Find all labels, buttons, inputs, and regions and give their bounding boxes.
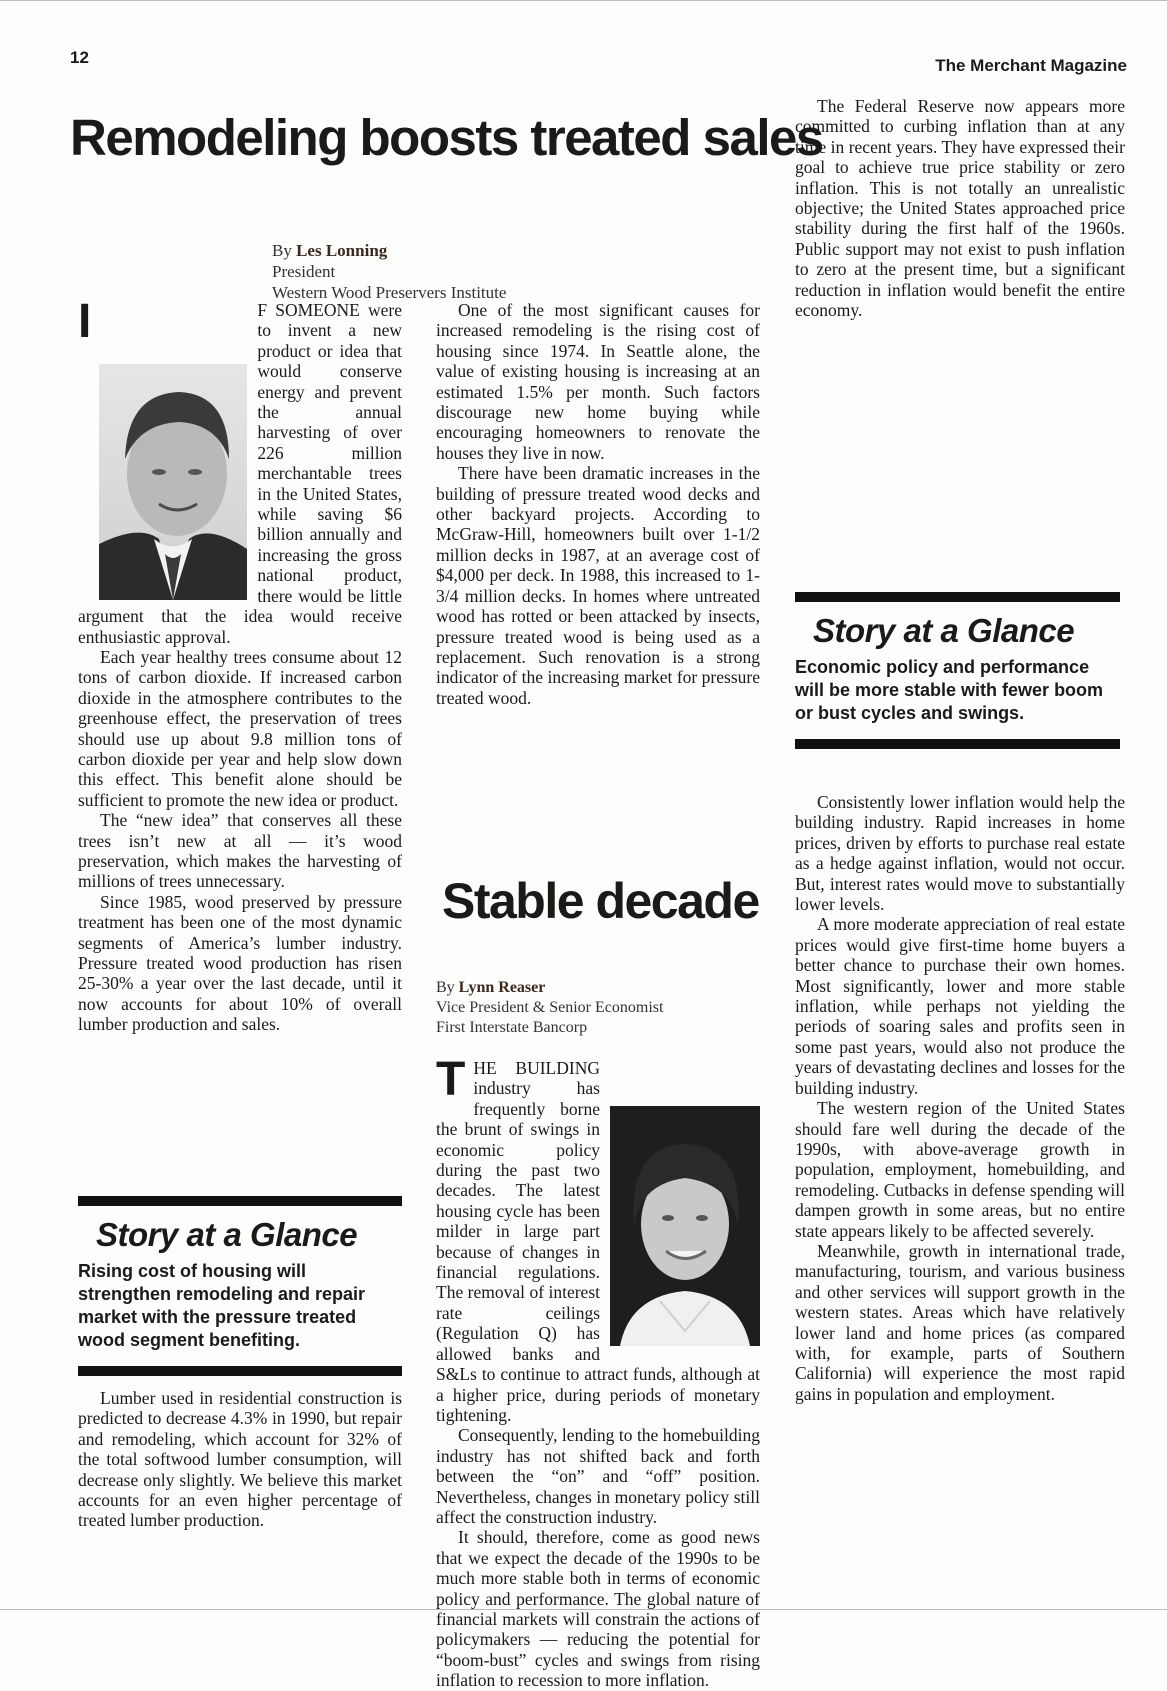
article2-p1-text: HE BUILDING industry has frequently borne the brunt of swings in economic policy during the past two decades. The latest housing cycle has been milder in large part because of changes in financial regulations. The removal of interest rate ceilings (Regulation Q) has allowed banks and S&Ls to continue to attract funds, although at a higher price, during periods of monetary tightening. [436, 1058, 760, 1425]
article1-organization: Western Wood Preservers Institute [272, 283, 507, 302]
glance-title: Story at a Glance [96, 1216, 358, 1253]
article1-author-title: President [272, 262, 336, 281]
article1-dropcap: I [78, 295, 92, 348]
article1-paragraph: There have been dramatic increases in the building of pressure treated wood decks and other backyard projects. According to McGraw-Hill, homeowners built over 1-1/2 million decks in 1987, at an average cost of $4,000 per deck. In 1988, this increased to 1-3/4 million decks. In homes where untreated wood has rotted or been attacked by insects, pressure treated wood is being used as a replacement. Such renovation is a strong indicator of the increasing market for pressure treated wood. [436, 463, 760, 708]
article1-column-2 [436, 300, 760, 708]
article1-story-at-a-glance [78, 1196, 402, 1376]
glance-bottom-bar [795, 739, 1120, 749]
article1-paragraph: Each year healthy trees consume about 12 tons of carbon dioxide. If increased carbon dioxide in the atmosphere contributes to the greenhouse effect, the preservation of trees should use up about 9.8 million tons of carbon dioxide per year and help slow down this effect. This benefit alone should be sufficient to promote the new idea or product. [78, 646, 402, 810]
article2-column-3-top [795, 96, 1125, 320]
publication-name: The Merchant Magazine [935, 56, 1127, 75]
glance-summary: Rising cost of housing will strengthen remodeling and repair market with the pressure treated wood segment benefiting. [78, 1261, 366, 1350]
byline-prefix: By [436, 979, 459, 996]
article2-dropcap: T [436, 1053, 466, 1106]
lynn-reaser-portrait [610, 1106, 760, 1346]
article2-paragraph: Consistently lower inflation would help the building industry. Rapid increases in home prices, driven by efforts to purchase real estate as a hedge against inflation, would not occur. But, interest rates would move to substantially lower levels. [795, 792, 1125, 915]
article2-organization: First Interstate Bancorp [436, 1019, 588, 1036]
article2-author: Lynn Reaser [458, 979, 546, 996]
article1-paragraph: Lumber used in residential construction is predicted to decrease 4.3% in 1990, but repair and remodeling, which account for 32% of the total softwood lumber consumption, will decrease only slightly. We believe this market accounts for an even higher percentage of treated lumber production. [78, 1388, 402, 1531]
article1-byline [272, 240, 506, 303]
glance-title: Story at a Glance [813, 612, 1075, 649]
article2-paragraph: The western region of the United States should fare well during the decade of the 1990s, with above-average growth in population, employment, homebuilding, and remodeling. Cutbacks in defense spending will dampen growth in some areas, but no entire state appears likely to be affected severely. [795, 1098, 1125, 1241]
article1-paragraph: Since 1985, wood preserved by pressure treatment has been one of the most dynamic segments of America’s lumber industry. Pressure treated wood production has risen 25-30% a year over the last decade, until it now accounts for about 10% of overall lumber production and sales. [78, 891, 402, 1035]
article2-story-at-a-glance [795, 592, 1120, 749]
article1-paragraph: One of the most significant causes for increased remodeling is the rising cost of housing since 1974. In Seattle alone, the value of existing housing is increasing at an estimated 1.5% per month. Such factors discourage new home buying while encouraging homeowners to renovate the houses they live in now. [436, 300, 760, 463]
article2-column-3-bottom [795, 792, 1125, 1404]
article2-paragraph: The Federal Reserve now appears more committed to curbing inflation than at any time in recent years. They have expressed their goal to achieve true price stability or zero inflation. This is not totally an unrealistic objective; the United States approached price stability during the first half of the 1960s. Public support may not exist to push inflation to zero at the present time, but a significant reduction in inflation would benefit the entire economy. [795, 96, 1125, 321]
article1-paragraph: The “new idea” that conserves all these trees isn’t new at all — it’s wood preservation, which makes the harvesting of millions of trees unnecessary. [78, 810, 402, 892]
article1-author: Les Lonning [296, 241, 388, 260]
top-crop-rule [0, 0, 1167, 8]
article2-column-2 [436, 1053, 760, 1691]
glance-top-bar [795, 592, 1120, 602]
article1-column-1-continued [78, 1388, 402, 1531]
article2-byline [436, 978, 663, 1038]
les-lonning-portrait [99, 364, 247, 600]
article2-lead-paragraph [436, 1053, 760, 1425]
article1-headline: Remodeling boosts treated sales [70, 109, 823, 166]
glance-top-bar [78, 1196, 402, 1206]
article2-paragraph: Consequently, lending to the homebuilding industry has not shifted back and forth between the “on” and “off” position. Nevertheless, changes in monetary policy still affect the construction industry. [436, 1425, 760, 1527]
article1-column-1 [78, 295, 402, 1035]
article1-lead-paragraph [78, 295, 402, 647]
glance-summary: Economic policy and performance will be more stable with fewer boom or bust cycles and swings. [795, 657, 1104, 723]
byline-prefix: By [272, 241, 297, 260]
page-number: 12 [70, 48, 89, 67]
article2-author-title: Vice President & Senior Economist [436, 999, 664, 1016]
article2-paragraph: Meanwhile, growth in international trade, manufacturing, tourism, and various business and other services will support growth in the western states. Areas which have relatively lower land and home prices (as compared with, for example, parts of Southern California) will experience the most rapid gains in population and employment. [795, 1240, 1125, 1404]
article2-paragraph: A more moderate appreciation of real estate prices would give first-time home buyers a better chance to purchase their own homes. Most significantly, lower and more stable inflation, while perhaps not yielding the periods of soaring sales and profits seen in some past years, would also not produce the years of devastating declines and losses for the building industry. [795, 914, 1125, 1098]
article1-p1-text: F SOMEONE were to invent a new product or idea that would conserve energy and prevent the annual harvesting of over 226 million merchantable trees in the United States, while saving $6 billion annually and increasing the gross national product, there would be little argument that the idea would receive enthusiastic approval. [78, 300, 402, 647]
glance-bottom-bar [78, 1366, 402, 1376]
article2-headline: Stable decade [442, 873, 759, 929]
article2-paragraph: It should, therefore, come as good news that we expect the decade of the 1990s to be much more stable both in terms of economic policy and performance. The global nature of financial markets will constrain the actions of policymakers — reducing the potential for “boom-bust” cycles and swings from rising inflation to recession to more inflation. [436, 1527, 760, 1691]
